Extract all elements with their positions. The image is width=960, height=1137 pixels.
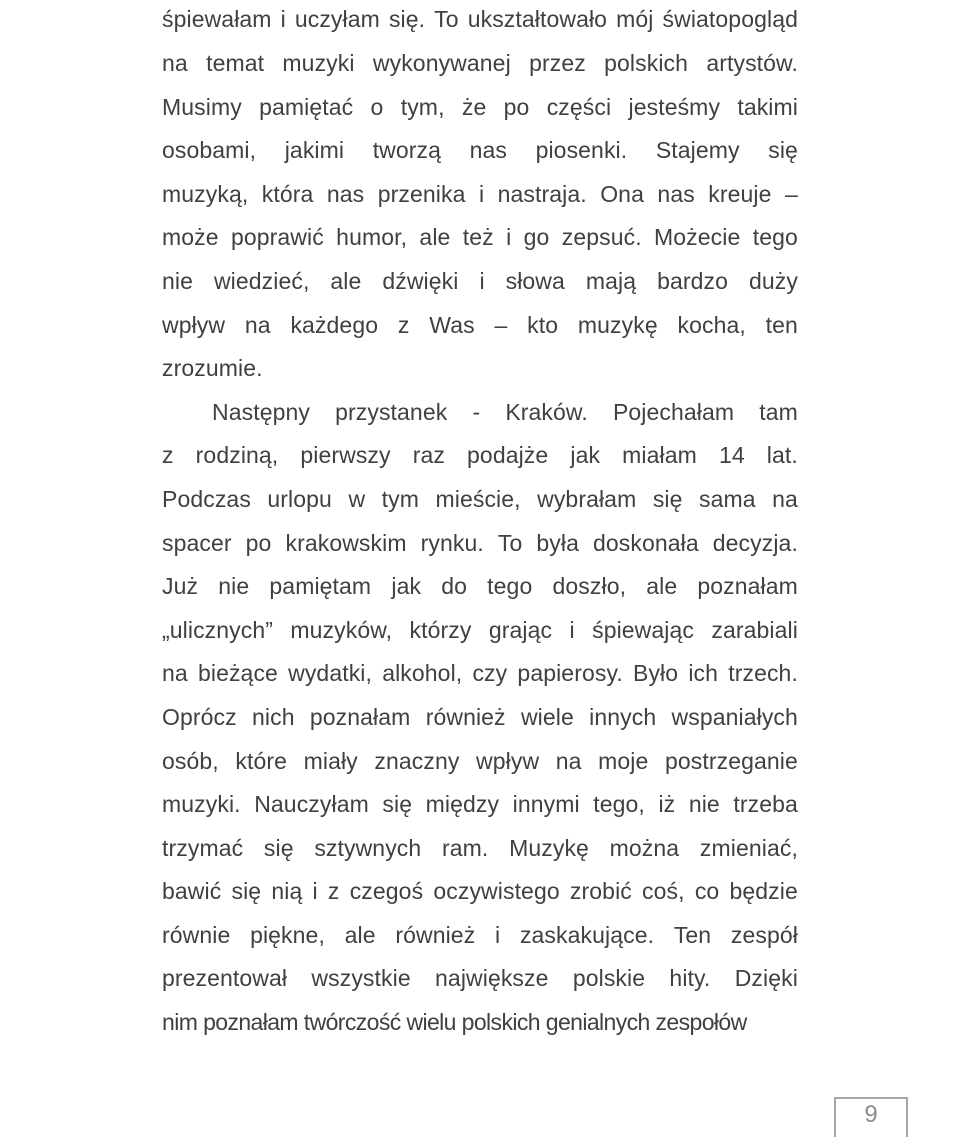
word: kreuje bbox=[708, 180, 772, 207]
word: bieżące bbox=[197, 660, 278, 687]
word: osób, bbox=[162, 747, 219, 774]
word: Ona bbox=[600, 180, 644, 207]
word: co bbox=[694, 878, 720, 905]
word: nas bbox=[326, 180, 365, 207]
text-line bbox=[162, 914, 798, 958]
word: że bbox=[461, 93, 487, 120]
word: jak bbox=[570, 442, 601, 469]
word: raz bbox=[412, 442, 445, 469]
word: coś, bbox=[642, 878, 685, 905]
word: poprawić bbox=[230, 224, 324, 251]
text-line bbox=[162, 740, 798, 784]
text-line bbox=[162, 304, 798, 348]
word: którzy bbox=[409, 616, 472, 643]
word: poznałam bbox=[697, 573, 798, 600]
word: Was bbox=[429, 311, 475, 338]
text-line bbox=[162, 173, 798, 217]
text-line bbox=[162, 783, 798, 827]
word: wpływ bbox=[476, 747, 540, 774]
word: iż bbox=[658, 791, 676, 818]
text-line bbox=[162, 696, 798, 740]
text-line bbox=[162, 827, 798, 871]
word: nie bbox=[218, 573, 250, 600]
word: artystów. bbox=[706, 50, 798, 76]
word: ten bbox=[765, 311, 798, 338]
word: na bbox=[244, 311, 271, 338]
word: zespołów bbox=[655, 1009, 747, 1036]
word: nas bbox=[657, 180, 695, 207]
word: śpiewając bbox=[592, 616, 694, 643]
word: Możecie bbox=[654, 224, 741, 251]
word: nie bbox=[688, 791, 720, 818]
word: To bbox=[434, 6, 459, 32]
word: poznałam bbox=[309, 703, 411, 730]
word: była bbox=[536, 529, 579, 556]
word: duży bbox=[748, 267, 798, 294]
word: między bbox=[425, 791, 500, 818]
word: doskonała bbox=[592, 529, 699, 556]
word: muzyki. bbox=[162, 791, 241, 818]
word: alkohol, bbox=[382, 660, 463, 687]
word: Ten bbox=[673, 921, 712, 948]
text-line bbox=[162, 652, 798, 696]
word: z bbox=[397, 311, 410, 338]
word: polskie bbox=[572, 965, 646, 992]
word: również bbox=[395, 921, 476, 948]
text-line bbox=[162, 216, 798, 260]
word: przystanek bbox=[335, 398, 448, 425]
word: Było bbox=[633, 660, 679, 687]
word: piosenki. bbox=[535, 137, 628, 164]
text-line bbox=[162, 42, 798, 86]
word: i bbox=[506, 224, 512, 251]
word: pierwszy bbox=[300, 442, 391, 469]
word: się bbox=[263, 834, 294, 861]
word: będzie bbox=[729, 878, 798, 905]
word: zmieniać, bbox=[699, 834, 798, 861]
word: nie bbox=[162, 267, 193, 294]
word: ich bbox=[688, 660, 719, 687]
word: postrzeganie bbox=[665, 747, 798, 774]
word: jesteśmy bbox=[628, 93, 721, 120]
word: Następny bbox=[212, 398, 310, 425]
word: się bbox=[382, 791, 413, 818]
word: tam bbox=[759, 398, 798, 425]
word: muzyków, bbox=[290, 616, 393, 643]
text-line bbox=[162, 1001, 798, 1045]
text-line bbox=[162, 260, 798, 304]
word: rynku. bbox=[420, 529, 484, 556]
word: do bbox=[441, 573, 468, 600]
word: tego, bbox=[593, 791, 645, 818]
word: tworzą bbox=[372, 137, 442, 164]
word: przez bbox=[529, 50, 586, 76]
word: Kraków. bbox=[505, 398, 588, 425]
word: papierosy. bbox=[517, 660, 623, 687]
word: ale bbox=[419, 224, 451, 251]
word: muzyki bbox=[282, 50, 355, 76]
word: wspaniałych bbox=[671, 703, 798, 730]
word: wiele bbox=[520, 703, 574, 730]
text-line bbox=[162, 957, 798, 1001]
word: miały bbox=[303, 747, 358, 774]
word: śpiewałam bbox=[162, 6, 272, 32]
word: kocha, bbox=[677, 311, 746, 338]
word: humor, bbox=[336, 224, 408, 251]
word: Musimy bbox=[162, 93, 242, 120]
text-line bbox=[162, 347, 798, 391]
word: ale bbox=[330, 267, 362, 294]
word: ale bbox=[344, 921, 376, 948]
word: mój bbox=[616, 6, 654, 32]
word: decyzja. bbox=[712, 529, 798, 556]
word: kto bbox=[527, 311, 559, 338]
word: zepsuć. bbox=[561, 224, 642, 251]
word: się bbox=[768, 137, 798, 164]
word: ukształtowało bbox=[467, 6, 608, 32]
word: Pojechałam bbox=[612, 398, 735, 425]
word: osobami, bbox=[162, 137, 257, 164]
word: i bbox=[569, 616, 575, 643]
word: oczywistego bbox=[433, 878, 560, 905]
word: i bbox=[495, 921, 501, 948]
text-line bbox=[162, 870, 798, 914]
word: i bbox=[280, 6, 286, 32]
word: trzymać bbox=[162, 834, 244, 861]
word: genialnych bbox=[545, 1009, 650, 1036]
word: po bbox=[245, 529, 272, 556]
text-line bbox=[162, 478, 798, 522]
word: może bbox=[162, 224, 219, 251]
word: doszło, bbox=[552, 573, 627, 600]
word: wpływ bbox=[162, 311, 226, 338]
word: uczyłam bbox=[294, 6, 380, 32]
word: ale bbox=[646, 573, 678, 600]
page-number: 9 bbox=[864, 1101, 878, 1128]
word: Muzykę bbox=[509, 834, 589, 861]
word: trzech. bbox=[728, 660, 798, 687]
word: też bbox=[462, 224, 494, 251]
word: które bbox=[235, 747, 287, 774]
word: tego bbox=[487, 573, 533, 600]
word: nim bbox=[162, 1009, 198, 1036]
word: innymi bbox=[512, 791, 580, 818]
word: - bbox=[472, 398, 481, 425]
word: przenika bbox=[377, 180, 466, 207]
word: zarabiali bbox=[711, 616, 798, 643]
word: się bbox=[231, 878, 262, 905]
word: z bbox=[162, 442, 174, 469]
word: Oprócz bbox=[162, 703, 237, 730]
text-line bbox=[162, 0, 798, 42]
text-line bbox=[162, 391, 798, 435]
word: Dzięki bbox=[734, 965, 798, 992]
word: Nauczyłam bbox=[254, 791, 369, 818]
word: mieście, bbox=[435, 485, 521, 512]
word: części bbox=[546, 93, 612, 120]
word: mają bbox=[585, 267, 637, 294]
word: trzeba bbox=[733, 791, 798, 818]
word: i bbox=[479, 267, 485, 294]
word: każdego bbox=[290, 311, 379, 338]
word: po bbox=[503, 93, 530, 120]
word: i bbox=[478, 180, 485, 207]
word: 14 bbox=[718, 442, 745, 469]
word: na bbox=[162, 50, 188, 76]
word: równie bbox=[162, 921, 231, 948]
word: innych bbox=[589, 703, 657, 730]
word: zrobić bbox=[569, 878, 632, 905]
word: nich bbox=[252, 703, 295, 730]
word: dźwięki bbox=[382, 267, 459, 294]
word: nas bbox=[469, 137, 507, 164]
word: go bbox=[523, 224, 550, 251]
word: spacer bbox=[162, 529, 232, 556]
word: która bbox=[261, 180, 314, 207]
word: jak bbox=[391, 573, 422, 600]
text-line bbox=[162, 522, 798, 566]
word: prezentował bbox=[162, 965, 288, 992]
word: hity. bbox=[669, 965, 711, 992]
word: tym, bbox=[400, 93, 445, 120]
word: Podczas bbox=[162, 485, 251, 512]
text-line bbox=[162, 86, 798, 130]
word: polskich bbox=[461, 1009, 540, 1036]
word: zaskakujące. bbox=[519, 921, 655, 948]
word: krakowskim bbox=[285, 529, 407, 556]
page-number-box bbox=[834, 1097, 908, 1137]
word: znaczny bbox=[374, 747, 460, 774]
word: Już bbox=[162, 573, 199, 600]
word: czy bbox=[472, 660, 508, 687]
text-line bbox=[162, 129, 798, 173]
word: To bbox=[497, 529, 523, 556]
word: można bbox=[609, 834, 680, 861]
word: piękne, bbox=[250, 921, 325, 948]
word: moje bbox=[598, 747, 649, 774]
word: temat bbox=[206, 50, 265, 76]
word: wiedzieć, bbox=[213, 267, 310, 294]
word: poznałam bbox=[203, 1009, 298, 1036]
word: „ulicznych” bbox=[162, 616, 274, 643]
word: wielu bbox=[406, 1009, 456, 1036]
word: ram. bbox=[442, 834, 489, 861]
word: – bbox=[494, 311, 508, 338]
word: miałam bbox=[622, 442, 697, 469]
word: lat. bbox=[766, 442, 798, 469]
word: czegoś bbox=[349, 878, 424, 905]
word: zrozumie. bbox=[162, 355, 263, 382]
word: muzyką, bbox=[162, 180, 249, 207]
word: tego bbox=[752, 224, 798, 251]
word: nią bbox=[271, 878, 303, 905]
word: również bbox=[425, 703, 506, 730]
word: się bbox=[652, 485, 683, 512]
word: grając bbox=[488, 616, 553, 643]
word: na bbox=[772, 485, 798, 512]
word: muzykę bbox=[577, 311, 658, 338]
text-line bbox=[162, 434, 798, 478]
document-body bbox=[162, 0, 798, 1045]
word: i bbox=[312, 878, 318, 905]
word: nastraja. bbox=[497, 180, 587, 207]
word: rodziną, bbox=[195, 442, 279, 469]
word: największe bbox=[435, 965, 549, 992]
word: na bbox=[555, 747, 582, 774]
word: sztywnych bbox=[314, 834, 422, 861]
word: bawić bbox=[162, 878, 222, 905]
word: wydatki, bbox=[288, 660, 373, 687]
text-line bbox=[162, 609, 798, 653]
word: wszystkie bbox=[311, 965, 411, 992]
word: słowa bbox=[505, 267, 565, 294]
word: pamiętam bbox=[269, 573, 372, 600]
word: podajże bbox=[467, 442, 549, 469]
word: z bbox=[327, 878, 340, 905]
word: w bbox=[348, 485, 366, 512]
word: na bbox=[162, 660, 188, 687]
word: – bbox=[784, 180, 798, 207]
word: takimi bbox=[737, 93, 798, 120]
word: jakimi bbox=[284, 137, 345, 164]
word: bardzo bbox=[657, 267, 729, 294]
word: wybrałam bbox=[537, 485, 637, 512]
word: tym bbox=[381, 485, 419, 512]
word: się. bbox=[388, 6, 426, 32]
word: wykonywanej bbox=[372, 50, 511, 76]
word: o bbox=[370, 93, 384, 120]
word: urlopu bbox=[267, 485, 332, 512]
text-line bbox=[162, 565, 798, 609]
word: sama bbox=[699, 485, 756, 512]
word: polskich bbox=[604, 50, 689, 76]
word: twórczość bbox=[303, 1009, 401, 1036]
word: Stajemy bbox=[655, 137, 740, 164]
word: zespół bbox=[730, 921, 798, 948]
word: pamiętać bbox=[259, 93, 354, 120]
word: światopogląd bbox=[662, 6, 798, 32]
